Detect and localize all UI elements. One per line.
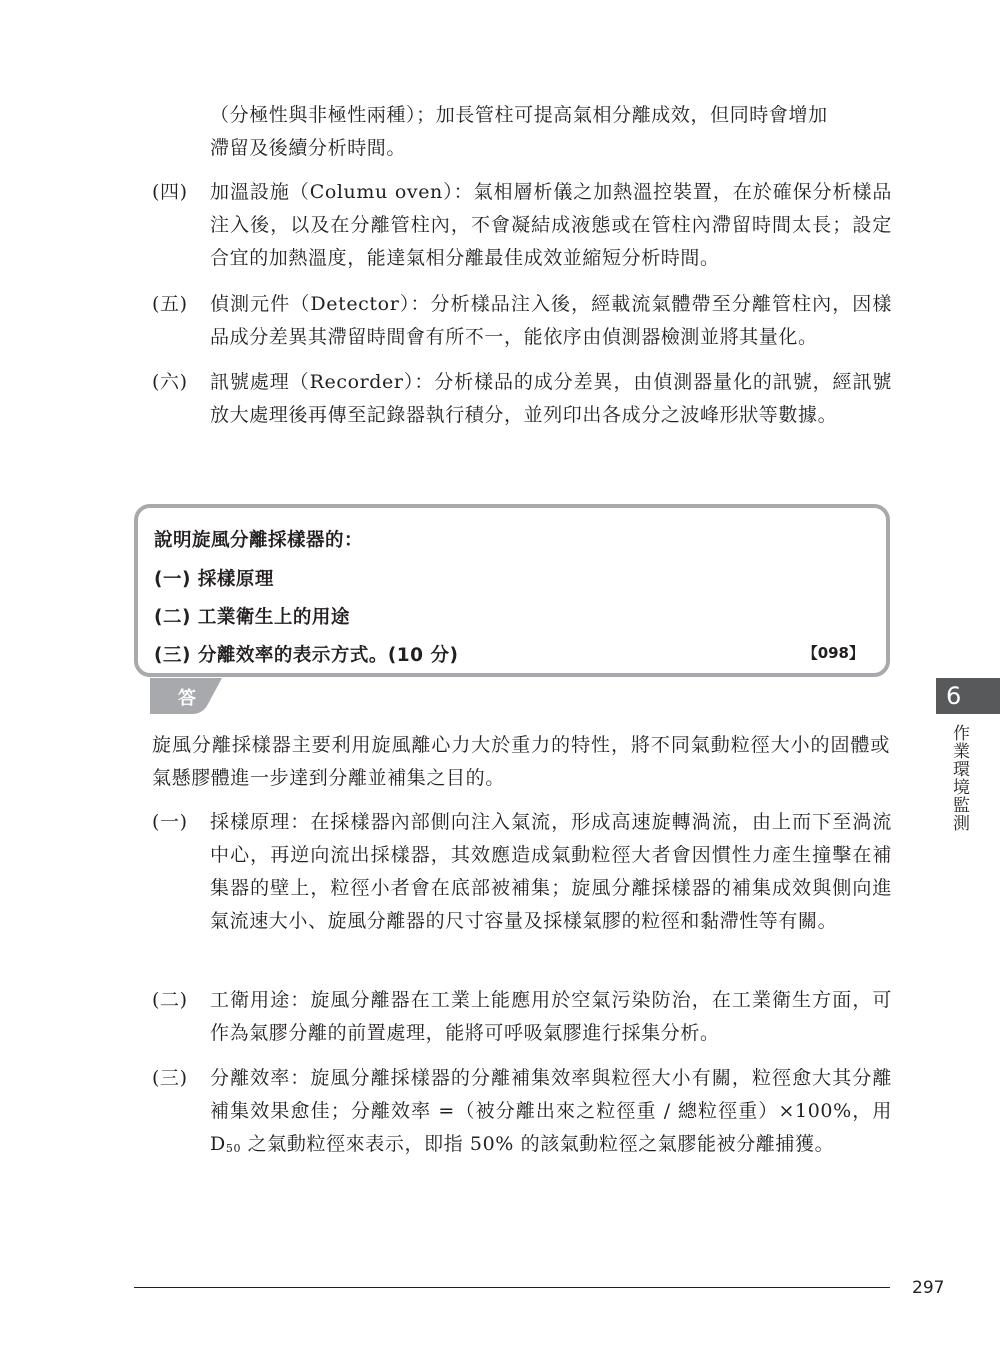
question-code: 【098】	[802, 644, 864, 662]
question-part-3: (三) 分離效率的表示方式。(10 分)	[154, 645, 459, 666]
item-text: 加溫設施（Columu oven）：氣相層析儀之加熱溫控裝置，在於確保分析樣品注入後，以及在分離管柱內，不會凝結成液態或在管柱內滯留時間太長；設定合宜的加熱溫度，能達氣相分離最佳成效並縮短分析時間。	[210, 181, 892, 269]
question-intro: 說明旋風分離採樣器的：	[154, 530, 364, 551]
chapter-number: 6	[946, 682, 962, 710]
answer-item-2	[152, 984, 892, 1050]
answer-item-3	[152, 1062, 892, 1165]
gc-item-4	[152, 176, 892, 275]
question-part-2: (二) 工業衛生上的用途	[154, 607, 350, 628]
d50-subscript: 50	[225, 1142, 242, 1155]
gc-item-6	[152, 366, 892, 432]
item-text: 採樣原理：在採樣器內部側向注入氣流，形成高速旋轉渦流，由上而下至渦流中心，再逆向流出採樣器，其效應造成氣動粒徑大者會因慣性力產生撞擊在補集器的壁上，粒徑小者會在底部被補集；旋風分離採樣器的補集成效與側向進氣流速大小、旋風分離器的尺寸容量及採樣氣膠的粒徑和黏滯性等有關。	[210, 811, 892, 932]
gc-item-5	[152, 288, 892, 354]
item-number: (一)	[152, 811, 188, 833]
item-text	[210, 1062, 892, 1165]
chapter-title: 作業環境監測	[949, 724, 969, 832]
footer-rule	[134, 1287, 890, 1288]
question-part-1: (一) 採樣原理	[154, 569, 274, 590]
continuation-line-1: （分極性與非極性兩種）；加長管柱可提高氣相分離成效，但同時會增加	[210, 104, 828, 126]
item-text: 工衛用途：旋風分離器在工業上能應用於空氣污染防治，在工業衛生方面，可作為氣膠分離的前置處理，能將可呼吸氣膠進行採集分析。	[210, 989, 892, 1044]
item-text: 訊號處理（Recorder）：分析樣品的成分差異，由偵測器量化的訊號，經訊號放大處理後再傳至記錄器執行積分，並列印出各成分之波峰形狀等數據。	[210, 371, 892, 426]
item-number: (五)	[152, 293, 188, 315]
item-text: 偵測元件（Detector）：分析樣品注入後，經載流氣體帶至分離管柱內，因樣品成分差異其滯留時間會有所不一，能依序由偵測器檢測並將其量化。	[210, 293, 892, 348]
question-box	[134, 504, 890, 677]
item-number: (三)	[152, 1067, 188, 1089]
answer-intro: 旋風分離採樣器主要利用旋風離心力大於重力的特性，將不同氣動粒徑大小的固體或氣懸膠體進一步達到分離並補集之目的。	[152, 734, 890, 789]
item-number: (四)	[152, 181, 188, 203]
continuation-line-2: 滯留及後續分析時間。	[210, 137, 407, 159]
item-text-part-a: 分離效率：旋風分離採樣器的分離補集效率與粒徑大小有關，粒徑愈大其分離補集效果愈佳；分離效率 =（被分離出來之粒徑重 / 總粒徑重）×100%，用 D	[210, 1067, 892, 1155]
answer-label: 答	[178, 688, 196, 709]
item-number: (二)	[152, 989, 188, 1011]
item-number: (六)	[152, 371, 188, 393]
item-text-part-b: 之氣動粒徑來表示，即指 50% 的該氣動粒徑之氣膠能被分離捕獲。	[241, 1133, 835, 1155]
page-number: 297	[912, 1278, 945, 1298]
answer-item-1	[152, 806, 892, 938]
